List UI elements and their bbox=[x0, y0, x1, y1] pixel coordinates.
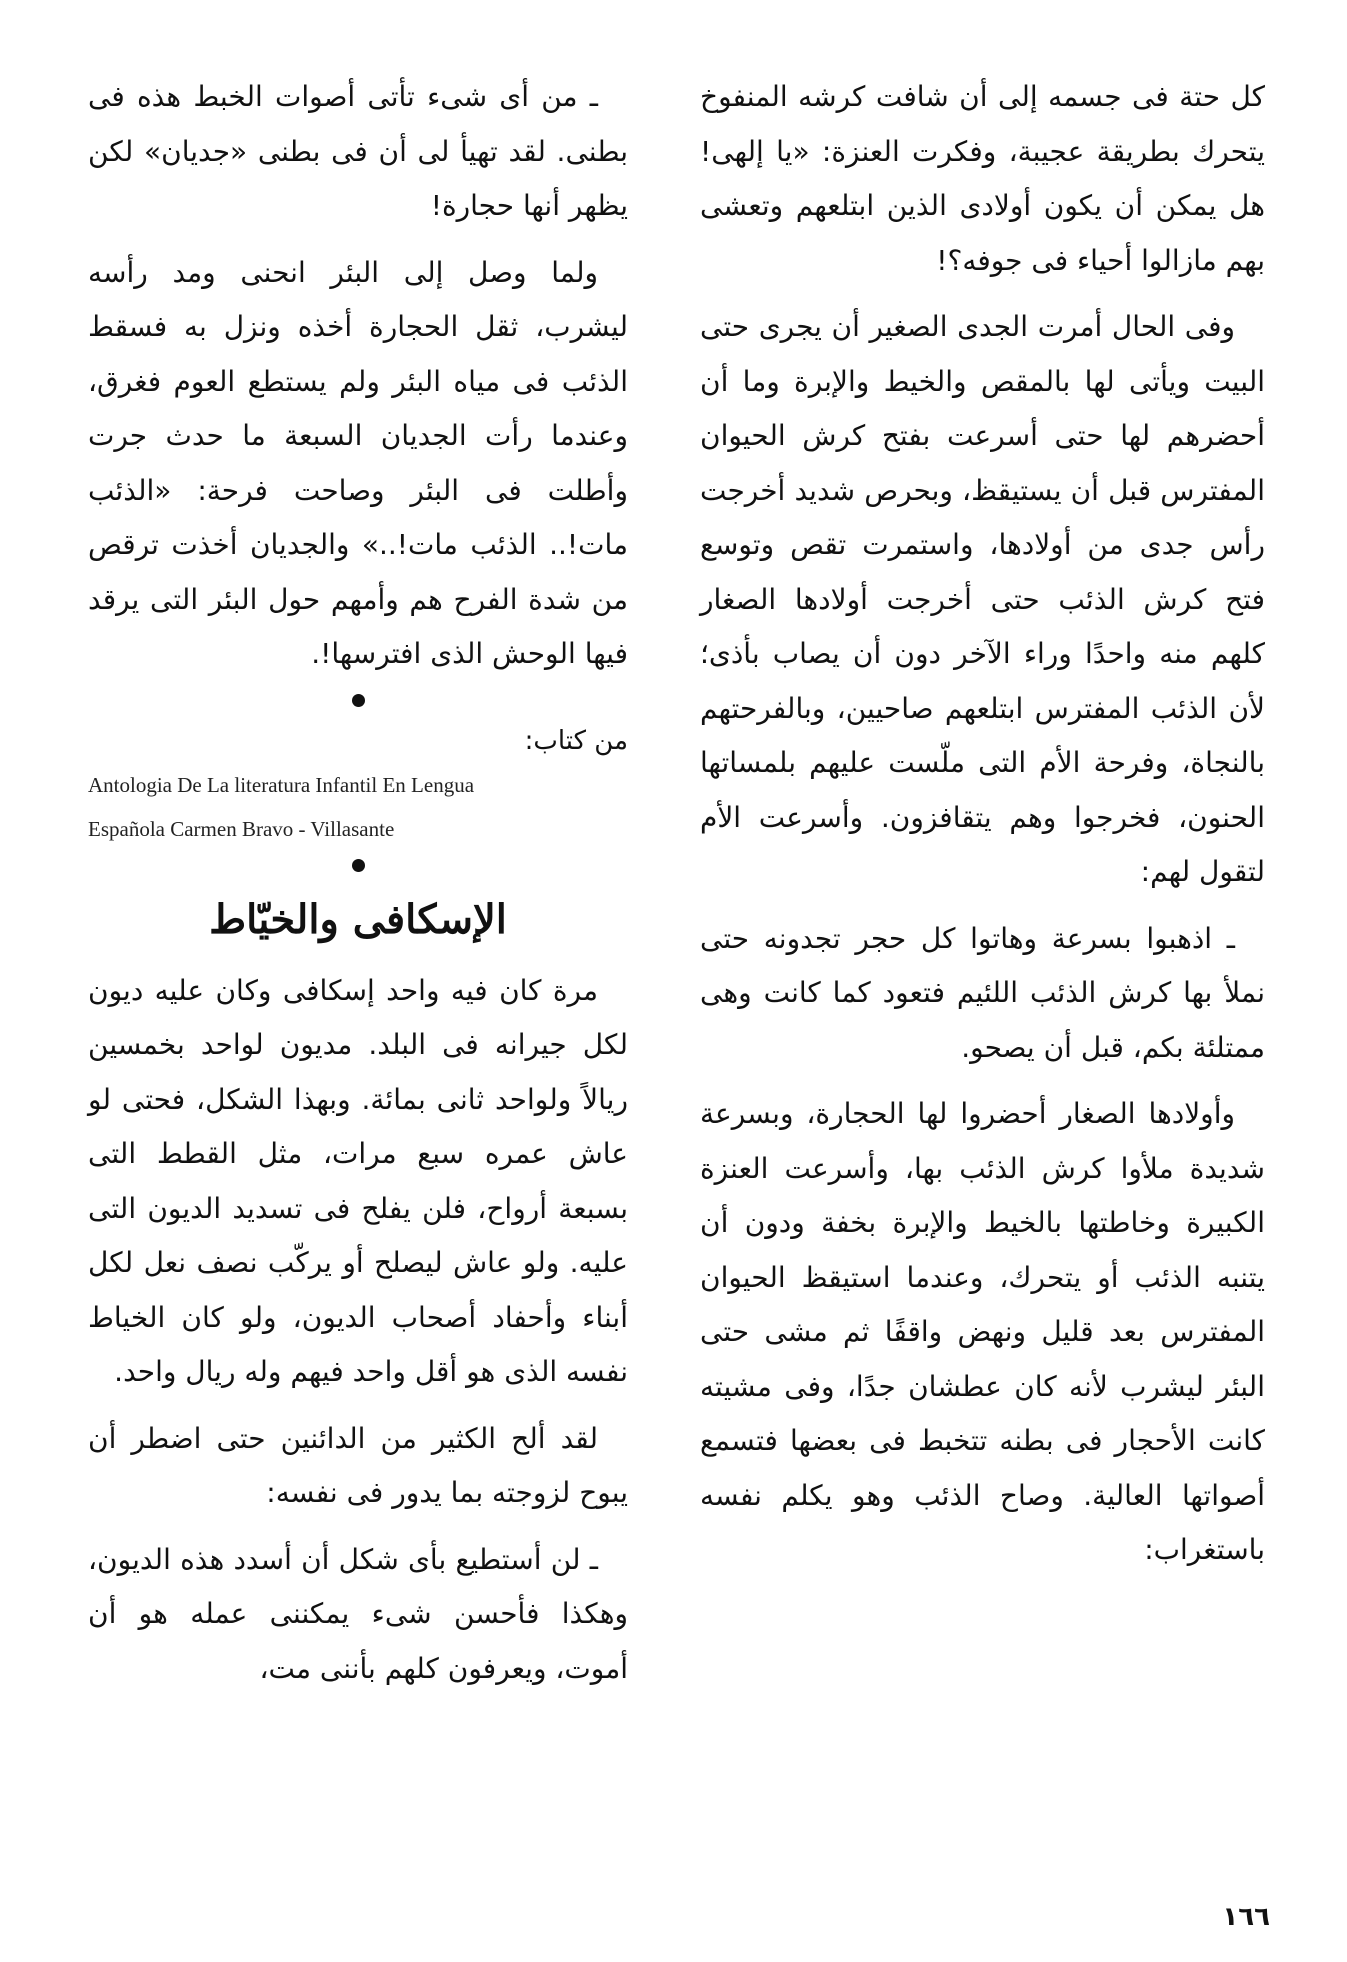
section-separator-dot bbox=[352, 694, 365, 707]
paragraph: مرة كان فيه واحد إسكافى وكان عليه ديون لكل جيرانه فى البلد. مديون لواحد بخمسين ريالاً ولواحد ثانى بمائة. وبهذا الشكل، فحتى لو عاش عمره سبع مرات، مثل القطط التى بسبعة أرواح، فلن يفلح فى تسديد الديون التى عليه. ولو عاش ليصلح أو يركّب نصف نعل لكل أبناء وأحفاد أصحاب الديون، ولو كان الخياط نفسه الذى هو أقل واحد فيهم وله ريال واحد. bbox=[88, 973, 628, 1388]
paragraph: لقد ألح الكثير من الدائنين حتى اضطر أن يبوح لزوجته بما يدور فى نفسه: bbox=[88, 1421, 628, 1509]
paragraph: ـ اذهبوا بسرعة وهاتوا كل حجر تجدونه حتى نملأ بها كرش الذئب اللئيم فتعود كما كانت وهى ممتلئة بكم، قبل أن يصحو. bbox=[700, 921, 1265, 1064]
right-column bbox=[700, 70, 1265, 1590]
paragraph: كل حتة فى جسمه إلى أن شافت كرشه المنفوخ يتحرك بطريقة عجيبة، وفكرت العنزة: «يا إلهى! هل يمكن أن يكون أولادى الذين ابتلعهم وتعشى بهم مازالوا أحياء فى جوفه؟! bbox=[700, 80, 1265, 277]
source-citation bbox=[88, 719, 628, 851]
paragraph: ـ من أى شىء تأتى أصوات الخبط هذه فى بطنى. لقد تهيأ لى أن فى بطنى «جديان» لكن يظهر أنها حجارة! bbox=[88, 80, 628, 222]
paragraph: وأولادها الصغار أحضروا لها الحجارة، وبسرعة شديدة ملأوا كرش الذئب بها، وأسرعت العنزة الكبيرة وخاطتها بالخيط والإبرة بخفة ودون أن يتنبه الذئب أو يتحرك، وعندما استيقظ الحيوان المفترس بعد قليل ونهض واقفًا ثم مشى حتى البئر ليشرب لأنه كان عطشان جدًا، وفى مشيته كانت الأحجار فى بطنه تتخبط فى بعضها فتسمع أصواتها العالية. وصاح الذئب وهو يكلم نفسه باستغراب: bbox=[700, 1097, 1265, 1566]
source-book-author: Española Carmen Bravo - Villasante bbox=[88, 816, 395, 841]
paragraph: وفى الحال أمرت الجدى الصغير أن يجرى حتى البيت ويأتى لها بالمقص والخيط والإبرة وما أن أحضرهم لها حتى أسرعت بفتح كرش الحيوان المفترس قبل أن يستيقظ، وبحرص شديد أخرجت رأس جدى من أولادها، واستمرت تقص وتوسع فتح كرش الذئب حتى أخرجت أولادها الصغار كلهم منه واحدًا وراء الآخر دون أن يصاب بأذى؛ لأن الذئب المفترس ابتلعهم صاحيين، وبالفرحتهم بالنجاة، وفرحة الأم التى ملّست عليهم بلمساتها الحنون، فخرجوا وهم يتقافزون. وأسرعت الأم لتقول لهم: bbox=[700, 310, 1265, 888]
source-label: من كتاب: bbox=[524, 725, 628, 756]
paragraph: ولما وصل إلى البئر انحنى ومد رأسه ليشرب، ثقل الحجارة أخذه ونزل به فسقط الذئب فى مياه البئر ولم يستطع العوم فغرق، وعندما رأت الجديان السبعة ما حدث جرت وأطلت فى البئر وصاحت فرحة: «الذئب مات!.. الذئب مات!..» والجديان أخذت ترقص من شدة الفرح هم وأمهم حول البئر التى يرقد فيها الوحش الذى افترسها!. bbox=[88, 255, 628, 670]
left-column bbox=[88, 70, 628, 1708]
source-book-title: Antologia De La literatura Infantil En Lengua bbox=[88, 772, 475, 797]
paragraph: ـ لن أستطيع بأى شكل أن أسدد هذه الديون، وهكذا فأحسن شىء يمكننى عمله هو أن أموت، ويعرفون كلهم بأننى مت، bbox=[88, 1542, 628, 1685]
page-number: ١٦٦ bbox=[1222, 1902, 1270, 1932]
section-separator-dot bbox=[352, 859, 365, 872]
story-title: الإسكافى والخيّاط bbox=[209, 895, 507, 943]
